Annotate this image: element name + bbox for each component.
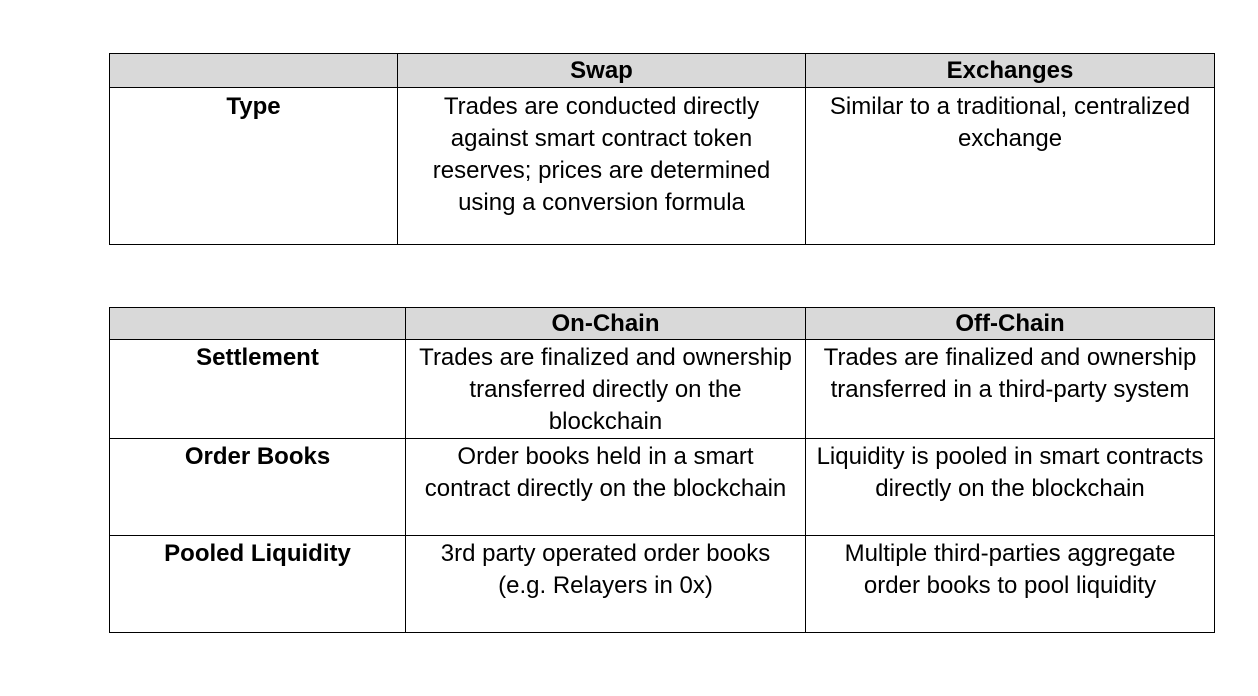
cell-settlement-on-chain: Trades are finalized and ownership transferred directly on the blockchain (406, 340, 806, 439)
row-label-pooled-liquidity: Pooled Liquidity (110, 536, 406, 633)
cell-type-swap: Trades are conducted directly against smart contract token reserves; prices are determined using a conversion formula (398, 88, 806, 245)
cell-settlement-off-chain: Trades are finalized and ownership transferred in a third-party system (806, 340, 1215, 439)
header-cell-swap: Swap (398, 54, 806, 88)
cell-pooled-liquidity-on-chain: 3rd party operated order books (e.g. Relayers in 0x) (406, 536, 806, 633)
table-row (110, 536, 1215, 633)
row-label-settlement: Settlement (110, 340, 406, 439)
header-cell-exchanges: Exchanges (806, 54, 1215, 88)
table-header-row (110, 54, 1215, 88)
row-label-type: Type (110, 88, 398, 245)
cell-order-books-off-chain: Liquidity is pooled in smart contracts directly on the blockchain (806, 439, 1215, 536)
header-cell-off-chain: Off-Chain (806, 308, 1215, 340)
table-row (110, 340, 1215, 439)
table-row (110, 439, 1215, 536)
cell-pooled-liquidity-off-chain: Multiple third-parties aggregate order books to pool liquidity (806, 536, 1215, 633)
on-chain-vs-off-chain-table (109, 307, 1215, 633)
header-cell-empty (110, 54, 398, 88)
swap-vs-exchanges-table (109, 53, 1215, 245)
header-cell-on-chain: On-Chain (406, 308, 806, 340)
cell-order-books-on-chain: Order books held in a smart contract directly on the blockchain (406, 439, 806, 536)
table-header-row (110, 308, 1215, 340)
header-cell-empty (110, 308, 406, 340)
table-row (110, 88, 1215, 245)
cell-type-exchanges: Similar to a traditional, centralized exchange (806, 88, 1215, 245)
row-label-order-books: Order Books (110, 439, 406, 536)
